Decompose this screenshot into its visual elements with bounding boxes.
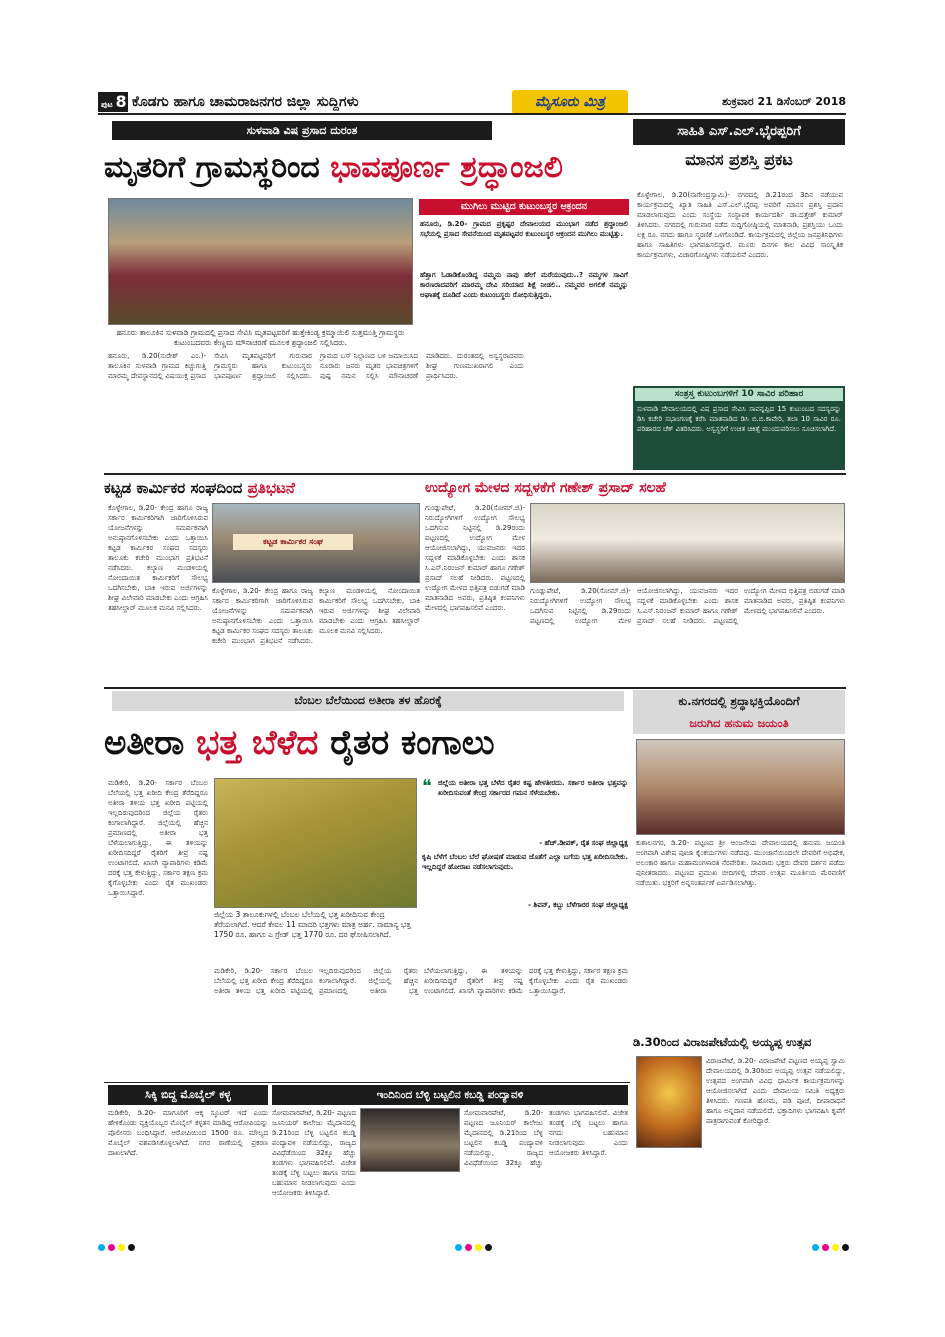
story1-sidebar-body: ಹೆತ್ತಾಗ ಓಡಾಡಿಕೊಂಡಿದ್ದ ನಮ್ಮನು ನಾವು ಹೇಗೆ ಮರೆಯುವುದು..? ನಮ್ಮಗಳ ಸಾವಿಗೆ ಕಾರಣರಾದವರಿಗೆ ಮಾರಮ್ಮ ದೇವಿ ಸರಿಯಾದ ಶಿಕ್ಷೆ ನೀಡಲಿ.. ನಮ್ಮವರ ಅಗಲಿಕೆ ನಮ್ಮನ್ನು ಆಘಾತಕ್ಕೆ ದೂಡಿದೆ ಎಂದು ಕುಟುಂಬಸ್ಥರು ರೋಧಿಸುತ್ತಿದ್ದರು. [420,271,628,299]
section-divider [104,473,846,475]
story3-headline [104,476,424,500]
story1-body: ಹನೂರು, ಡಿ.20(ಸುರೇಶ್ ಎಂ.)- ತಾಲೂಕಿನ ಸುಳವಾಡಿ ಗ್ರಾಮದ ಕಿಚ್ಚುಗುತ್ತಿ ಮಾರಮ್ಮ ದೇವಸ್ಥಾನದಲ್ಲಿ ವಿಷಯುಕ್ತ ಪ್ರಸಾದ ಸೇವಿಸಿ ಮೃತಪಟ್ಟವರಿಗೆ ಗುರುವಾರ ಗ್ರಾಮಸ್ಥರು ಹಾಗೂ ಕುಟುಂಬಸ್ಥರು ಭಾವಪೂರ್ಣ ಶ್ರದ್ಧಾಂಜಲಿ ಸಲ್ಲಿಸಿದರು. ಗ್ರಾಮದ ಬಸ್ ನಿಲ್ದಾಣದ ಬಳಿ ಜಮಾಯಿಸಿದ ನೂರಾರು ಜನರು ಮೃತರ ಭಾವಚಿತ್ರಗಳಿಗೆ ಪುಷ್ಪ ನಮನ ಸಲ್ಲಿಸಿ ಮೌನಾಚರಣೆ ಮಾಡಿದರು. ದುರಂತದಲ್ಲಿ ಅಸ್ವಸ್ಥರಾದವರು ಶೀಘ್ರ ಗುಣಮುಖರಾಗಲಿ ಎಂದು ಪ್ರಾರ್ಥಿಸಿದರು. [108,352,524,380]
story7-headline: ಡಿ.30ರಿಂದ ವಿರಾಜಪೇಟೆಯಲ್ಲಿ ಅಯ್ಯಪ್ಪ ಉತ್ಸವ [633,1035,812,1049]
registration-dot [128,1244,135,1251]
page-number-badge [98,92,128,112]
story1-headline-black: ಮೃತರಿಗೆ ಗ್ರಾಮಸ್ಥರಿಂದ [104,150,320,185]
story1-kicker: ಸುಳವಾಡಿ ವಿಷ ಪ್ರಸಾದ ದುರಂತ [112,121,492,140]
story3-banner: ಕಟ್ಟಡ ಕಾರ್ಮಿಕರ ಸಂಘ [233,534,353,550]
story5-headline-black1: ಅತೀರಾ [104,723,185,763]
registration-dot [465,1244,472,1251]
story5-quote2: ಕೃಷಿ ಬೆಳೆಗೆ ಬೆಂಬಲ ಬೆಲೆ ಘೋಷಣೆ ಮಾಡುವ ಜೊತೆಗೆ ಎಲ್ಲಾ ಬಗೆಯ ಭತ್ತ ಖರೀದಿಸಬೇಕು. ಇಲ್ಲದಿದ್ದರೆ ಹೋರಾಟ ನಡೆಸಲಾಗುವುದು. [422,853,628,871]
story7-photo [636,1056,702,1148]
story1-photo-caption: ಹನೂರು ತಾಲೂಕಿನ ಸುಳವಾಡಿ ಗ್ರಾಮದಲ್ಲಿ ಪ್ರಸಾದ ಸೇವಿಸಿ ಮೃತಪಟ್ಟವರಿಗೆ ಹುತ್ತೇಕಿಂಡ್ಯ ಕ್ರಮ್ಮಾಯಿಲಿ ಸುತ್ತಮುತ್ತಿ ಗ್ರಾಮಸ್ಥರು ಕುಟುಂಬದವರು ಕೇಣ್ಣಮ ಮೌನಾಚರಣೆ ಮೂಲಕ ಶ್ರದ್ಧಾಂಜಲಿ ಸಲ್ಲಿಸಿದರು. [116,328,405,347]
registration-dot [832,1244,839,1251]
registration-dot [485,1244,492,1251]
story2-box-body: ಸುಳವಾಡಿ ದೇವಾಲಯದಲ್ಲಿ ವಿಷ ಪ್ರಸಾದ ಸೇವಿಸಿ ಸಾವನ್ನಪ್ಪಿದ 15 ಕುಟುಂಬದ ಸದಸ್ಯರನ್ನು ಡಿಸಿ ಕಚೇರಿ ಸಭಾಂಗಣಕ್ಕೆ ಕರೆಸಿ ಮಾತನಾಡಿದ ಡಿಸಿ ಬಿ.ಬಿ.ಕಾವೇರಿ, ತಲಾ 10 ಸಾವಿರ ರೂ. ಪರಿಹಾರದ ಚೆಕ್ ವಿತರಿಸಿದರು. ಅಸ್ವಸ್ಥರಿಗೆ ಉಚಿತ ಚಿಕಿತ್ಸೆ ಮುಂದುವರಿಸಲು ಸೂಚಿಸಲಾಗಿದೆ. [637,405,841,433]
story5-quote1 [422,778,628,836]
story5-body-cont: ಮಡಿಕೇರಿ, ಡಿ.20- ಸರ್ಕಾರ ಬೆಂಬಲ ಬೆಲೆಯಲ್ಲಿ ಭತ್ತ ಖರೀದಿ ಕೇಂದ್ರ ತೆರೆದಿದ್ದರೂ ಅತೀರಾ ತಳಿಯ ಭತ್ತ ಖರೀದಿ ಪಟ್ಟಿಯಲ್ಲಿ ಇಲ್ಲದಿರುವುದರಿಂದ ಜಿಲ್ಲೆಯ ರೈತರು ಕಂಗಾಲಾಗಿದ್ದಾರೆ. ಜಿಲ್ಲೆಯಲ್ಲಿ ಹೆಚ್ಚಿನ ಪ್ರಮಾಣದಲ್ಲಿ ಅತೀರಾ ಭತ್ತ ಬೆಳೆಯಲಾಗುತ್ತಿದ್ದು, ಈ ತಳಿಯನ್ನು ಖರೀದಿಸದಿದ್ದರೆ ರೈತರಿಗೆ ತೀವ್ರ ನಷ್ಟ ಉಂಟಾಗಲಿದೆ. ಖಾಸಗಿ ವ್ಯಾಪಾರಿಗಳು ಕಡಿಮೆ ದರಕ್ಕೆ ಭತ್ತ ಕೇಳುತ್ತಿದ್ದು, ಸರ್ಕಾರ ತಕ್ಷಣ ಕ್ರಮ ಕೈಗೊಳ್ಳಬೇಕು ಎಂದು ರೈತ ಮುಖಂಡರು ಒತ್ತಾಯಿಸಿದ್ದಾರೆ. [214,967,628,995]
issue-date: ಶುಕ್ರವಾರ 21 ಡಿಸೆಂಬರ್ 2018 [721,95,846,108]
story3-body-cont: ಕೊಳ್ಳೇಗಾಲ, ಡಿ.20- ಕೇಂದ್ರ ಹಾಗೂ ರಾಜ್ಯ ಸರ್ಕಾರ ಕಾರ್ಮಿಕರಿಗಾಗಿ ಜಾರಿಗೊಳಿಸಿರುವ ಯೋಜನೆಗಳನ್ನು ಸಮರ್ಪಕವಾಗಿ ಅನುಷ್ಠಾನಗೊಳಿಸಬೇಕು ಎಂದು ಒತ್ತಾಯಿಸಿ ಕಟ್ಟಡ ಕಾರ್ಮಿಕರ ಸಂಘದ ಸದಸ್ಯರು ತಾಲೂಕು ಕಚೇರಿ ಮುಂಭಾಗ ಪ್ರತಿಭಟನೆ ನಡೆಸಿದರು. ಕಲ್ಯಾಣ ಮಂಡಳಿಯಲ್ಲಿ ನೋಂದಾಯಿತ ಕಾರ್ಮಿಕರಿಗೆ ಸೌಲಭ್ಯ ಒದಗಿಸಬೇಕು, ಬಾಕಿ ಇರುವ ಅರ್ಜಿಗಳನ್ನು ಶೀಘ್ರ ವಿಲೇವಾರಿ ಮಾಡಬೇಕು ಎಂದು ಆಗ್ರಹಿಸಿ ತಹಸೀಲ್ದಾರ್ ಮೂಲಕ ಮನವಿ ಸಲ್ಲಿಸಿದರು. [212,587,420,645]
section-divider-3 [104,1082,630,1083]
story4-headline: ಉದ್ಯೋಗ ಮೇಳದ ಸದ್ಬಳಕೆಗೆ ಗಣೇಶ್ ಪ್ರಸಾದ್ ಸಲಹೆ [425,480,666,496]
registration-dot [98,1244,105,1251]
story6-photo [636,739,845,835]
registration-dot [108,1244,115,1251]
story3-photo [212,503,420,583]
story2-box-title: ಸಂತ್ರಸ್ತ ಕುಟುಂಬಗಳಿಗೆ 10 ಸಾವಿರ ಪರಿಹಾರ [635,388,843,401]
story6-body: ಕುಶಾಲನಗರ, ಡಿ.20- ಪಟ್ಟಣದ ಶ್ರೀ ಆಂಜನೇಯ ದೇವಾಲಯದಲ್ಲಿ ಹನುಮ ಜಯಂತಿ ಅಂಗವಾಗಿ ವಿಶೇಷ ಪೂಜಾ ಕೈಂಕರ್ಯಗಳು ನಡೆದವು. ಮುಂಜಾನೆಯಿಂದಲೇ ದೇವರಿಗೆ ಅಭಿಷೇಕ, ಅಲಂಕಾರ ಹಾಗೂ ಮಹಾಮಂಗಳಾರತಿ ನೆರವೇರಿತು. ಸಾವಿರಾರು ಭಕ್ತರು ದೇವರ ದರ್ಶನ ಪಡೆದು ಪುನೀತರಾದರು. ಪಟ್ಟಣದ ಪ್ರಮುಖ ಬೀದಿಗಳಲ್ಲಿ ದೇವರ ಉತ್ಸವ ಮೂರ್ತಿಯ ಮೆರವಣಿಗೆ ನಡೆಯಿತು. ಭಕ್ತರಿಗೆ ಅನ್ನಸಂತರ್ಪಣೆ ಏರ್ಪಡಿಸಲಾಗಿತ್ತು. [636,839,845,887]
story5-headline-red: ಭತ್ತ ಬೆಳೆದ [196,723,319,763]
story3-body: ಕೊಳ್ಳೇಗಾಲ, ಡಿ.20- ಕೇಂದ್ರ ಹಾಗೂ ರಾಜ್ಯ ಸರ್ಕಾರ ಕಾರ್ಮಿಕರಿಗಾಗಿ ಜಾರಿಗೊಳಿಸಿರುವ ಯೋಜನೆಗಳನ್ನು ಸಮರ್ಪಕವಾಗಿ ಅನುಷ್ಠಾನಗೊಳಿಸಬೇಕು ಎಂದು ಒತ್ತಾಯಿಸಿ ಕಟ್ಟಡ ಕಾರ್ಮಿಕರ ಸಂಘದ ಸದಸ್ಯರು ತಾಲೂಕು ಕಚೇರಿ ಮುಂಭಾಗ ಪ್ರತಿಭಟನೆ ನಡೆಸಿದರು. ಕಲ್ಯಾಣ ಮಂಡಳಿಯಲ್ಲಿ ನೋಂದಾಯಿತ ಕಾರ್ಮಿಕರಿಗೆ ಸೌಲಭ್ಯ ಒದಗಿಸಬೇಕು, ಬಾಕಿ ಇರುವ ಅರ್ಜಿಗಳನ್ನು ಶೀಘ್ರ ವಿಲೇವಾರಿ ಮಾಡಬೇಕು ಎಂದು ಆಗ್ರಹಿಸಿ ತಹಸೀಲ್ದಾರ್ ಮೂಲಕ ಮನವಿ ಸಲ್ಲಿಸಿದರು. [108,504,208,612]
story3-headline-black: ಕಟ್ಟಡ ಕಾರ್ಮಿಕರ ಸಂಘದಿಂದ [104,479,243,497]
story2-headline [633,119,845,183]
story2-body: ಕೊಳ್ಳೇಗಾಲ, ಡಿ.20(ನಾಗೇಂದ್ರಸ್ವಾಮಿ)- ನಗರದಲ್ಲಿ ಡಿ.21ರಂದ 3ದಿನ ನಡೆಯುವ ಕಾರ್ಯಕ್ರಮದಲ್ಲಿ ಖ್ಯಾತ ಸಾಹಿತಿ ಎಸ್.ಎಲ್.ಭೈರಪ್ಪ ಅವರಿಗೆ ಮಾನಸ ಪ್ರಶಸ್ತಿ ಪ್ರದಾನ ಮಾಡಲಾಗುವುದು ಎಂದು ಸಂಸ್ಥೆಯ ಸಂಸ್ಥಾಪಕ ಕಾರ್ಯದರ್ಶಿ ಡಾ.ದತ್ತೇಶ್ ಕುಮಾರ್ ತಿಳಿಸಿದರು. ನಗರದಲ್ಲಿ ಗುರುವಾರ ನಡೆದ ಸುದ್ದಿಗೋಷ್ಠಿಯಲ್ಲಿ ಮಾತನಾಡಿ, ಪ್ರಶಸ್ತಿಯು ಒಂದು ಲಕ್ಷ ರೂ. ನಗದು ಹಾಗೂ ಸ್ಮರಣಿಕೆ ಒಳಗೊಂಡಿದೆ. ಕಾರ್ಯಕ್ರಮದಲ್ಲಿ ಜಿಲ್ಲೆಯ ಜನಪ್ರತಿನಿಧಿಗಳು ಹಾಗೂ ಸಾಹಿತಿಗಳು ಭಾಗವಹಿಸಲಿದ್ದಾರೆ. ಮೂರು ದಿನಗಳ ಕಾಲ ವಿವಿಧ ಸಾಂಸ್ಕೃತಿಕ ಕಾರ್ಯಕ್ರಮಗಳು, ವಿಚಾರಗೋಷ್ಠಿಗಳು ನಡೆಯಲಿವೆ ಎಂದರು. [637,191,843,259]
story8-body: ಮಡಿಕೇರಿ, ಡಿ.20- ಮಾಗೂರಿಗೆ ಆಕ್ಕ ಸ್ಕೂಟರ್ ಇದೆ ಎಂದು ಹೇಳಿಕೊಂಡು ವ್ಯಕ್ತಿಯೊಬ್ಬರ ಮೊಬೈಲ್ ಕಳ್ಳತನ ಮಾಡಿದ್ದ ಆರೋಪಿಯನ್ನು ಪೊಲೀಸರು ಬಂಧಿಸಿದ್ದಾರೆ. ಆರೋಪಿಯಿಂದ 1500 ರೂ. ಮೌಲ್ಯದ ಮೊಬೈಲ್ ವಶಪಡಿಸಿಕೊಳ್ಳಲಾಗಿದೆ. ನಗರ ಠಾಣೆಯಲ್ಲಿ ಪ್ರಕರಣ ದಾಖಲಾಗಿದೆ. [108,1109,268,1157]
story1-headline-red: ಭಾವಪೂರ್ಣ ಶ್ರದ್ಧಾಂಜಲಿ [330,150,563,185]
registration-dot [455,1244,462,1251]
story1-headline [104,142,626,194]
story3-headline-red: ಪ್ರತಿಭಟನೆ [247,479,295,497]
registration-dot [822,1244,829,1251]
story2-headline-line2: ಮಾನಸ ಪ್ರಶಸ್ತಿ ಪ್ರಕಟ [685,150,793,169]
story5-kicker: ಬೆಂಬಲ ಬೆಲೆಯಿಂದ ಅತೀರಾ ತಳ ಹೊರಕ್ಕೆ [112,691,624,711]
registration-dot [118,1244,125,1251]
story9-photo [360,1108,460,1172]
section-divider-2 [104,687,846,689]
registration-dot [842,1244,849,1251]
story2-headline-line1: ಸಾಹಿತಿ ಎಸ್.ಎಲ್.ಭೈರಪ್ಪರಿಗೆ [633,119,845,145]
story5-quote2-by: - ಶಿವನ್, ಕಬ್ಬು ಬೆಳೆಗಾರರ ಸಂಘ ಜಿಲ್ಲಾಧ್ಯಕ್ಷ [528,901,628,909]
story4-body: ಗುಂಡ್ಲುಪೇಟೆ, ಡಿ.20(ಸೋಮ್.ಜಿ)- ನಿರುದ್ಯೋಗಿಗಳಿಗೆ ಉದ್ಯೋಗ ಸೌಲಭ್ಯ ಒದಗಿಸುವ ನಿಟ್ಟಿನಲ್ಲಿ ಡಿ.29ರಂದು ಪಟ್ಟಣದಲ್ಲಿ ಉದ್ಯೋಗ ಮೇಳ ಆಯೋಜಿಸಲಾಗಿದ್ದು, ಯುವಜನರು ಇದರ ಸದ್ಬಳಕೆ ಮಾಡಿಕೊಳ್ಳಬೇಕು ಎಂದು ಶಾಸಕ ಸಿ.ಎಸ್.ನಿರಂಜನ್ ಕುಮಾರ್ ಹಾಗೂ ಗಣೇಶ್ ಪ್ರಸಾದ್ ಸಲಹೆ ನೀಡಿದರು. ಪಟ್ಟಣದಲ್ಲಿ ಉದ್ಯೋಗ ಮೇಳದ ಭಿತ್ತಿಪತ್ರ ಬಿಡುಗಡೆ ಮಾಡಿ ಮಾತನಾಡಿದ ಅವರು, ಪ್ರತಿಷ್ಠಿತ ಕಂಪನಿಗಳು ಮೇಳದಲ್ಲಿ ಭಾಗವಹಿಸಲಿವೆ ಎಂದರು. [425,504,525,612]
story5-quote1-by: - ಹೆಚ್.ಡೀಪಕ್, ರೈತ ಸಂಘ ಜಿಲ್ಲಾಧ್ಯಕ್ಷ [539,839,628,847]
story1-sidebar-lead: ಹನೂರು, ಡಿ.20- ಗ್ರಾಮದ ಪ್ರಕೃಷ್ಟರ ದೇವಾಲಯದ ಮುಂಭಾಗ ನಡೆದ ಶ್ರದ್ಧಾಂಜಲಿ ಸಭೆಯಲ್ಲಿ ಪ್ರಸಾದ ಸೇವನೆಯಿಂದ ಮೃತಪಟ್ಟವರ ಕುಟುಂಬಸ್ಥರ ಆಕ್ರಂದನ ಮುಗಿಲು ಮುಟ್ಟಿತ್ತು. [420,220,628,238]
story5-quote1-text: ಜಿಲ್ಲೆಯ ಅತೀರಾ ಭತ್ತ ಬೆಳೆದ ರೈತರ ಕಷ್ಟ ಹೇಳತೀರದು. ಸರ್ಕಾರ ಅತೀರಾ ಭತ್ತವನ್ನು ಖರೀದಿಸುವಂತೆ ಕೇಂದ್ರ ಸರ್ಕಾರದ ಗಮನ ಸೆಳೆಯಬೇಕು. [438,779,628,797]
story2-relief-box [633,386,845,470]
page-label: ಪುಟ [101,100,113,109]
story5-body: ಮಡಿಕೇರಿ, ಡಿ.20- ಸರ್ಕಾರ ಬೆಂಬಲ ಬೆಲೆಯಲ್ಲಿ ಭತ್ತ ಖರೀದಿ ಕೇಂದ್ರ ತೆರೆದಿದ್ದರೂ ಅತೀರಾ ತಳಿಯ ಭತ್ತ ಖರೀದಿ ಪಟ್ಟಿಯಲ್ಲಿ ಇಲ್ಲದಿರುವುದರಿಂದ ಜಿಲ್ಲೆಯ ರೈತರು ಕಂಗಾಲಾಗಿದ್ದಾರೆ. ಜಿಲ್ಲೆಯಲ್ಲಿ ಹೆಚ್ಚಿನ ಪ್ರಮಾಣದಲ್ಲಿ ಅತೀರಾ ಭತ್ತ ಬೆಳೆಯಲಾಗುತ್ತಿದ್ದು, ಈ ತಳಿಯನ್ನು ಖರೀದಿಸದಿದ್ದರೆ ರೈತರಿಗೆ ತೀವ್ರ ನಷ್ಟ ಉಂಟಾಗಲಿದೆ. ಖಾಸಗಿ ವ್ಯಾಪಾರಿಗಳು ಕಡಿಮೆ ದರಕ್ಕೆ ಭತ್ತ ಕೇಳುತ್ತಿದ್ದು, ಸರ್ಕಾರ ತಕ್ಷಣ ಕ್ರಮ ಕೈಗೊಳ್ಳಬೇಕು ಎಂದು ರೈತ ಮುಖಂಡರು ಒತ್ತಾಯಿಸಿದ್ದಾರೆ. [108,779,208,897]
story1-sidebar-title: ಮುಗಿಲು ಮುಟ್ಟಿದ ಕುಟುಂಬಸ್ಥರ ಆಕ್ರಂದನ [419,199,629,215]
story4-body-cont: ಗುಂಡ್ಲುಪೇಟೆ, ಡಿ.20(ಸೋಮ್.ಜಿ)- ನಿರುದ್ಯೋಗಿಗಳಿಗೆ ಉದ್ಯೋಗ ಸೌಲಭ್ಯ ಒದಗಿಸುವ ನಿಟ್ಟಿನಲ್ಲಿ ಡಿ.29ರಂದು ಪಟ್ಟಣದಲ್ಲಿ ಉದ್ಯೋಗ ಮೇಳ ಆಯೋಜಿಸಲಾಗಿದ್ದು, ಯುವಜನರು ಇದರ ಸದ್ಬಳಕೆ ಮಾಡಿಕೊಳ್ಳಬೇಕು ಎಂದು ಶಾಸಕ ಸಿ.ಎಸ್.ನಿರಂಜನ್ ಕುಮಾರ್ ಹಾಗೂ ಗಣೇಶ್ ಪ್ರಸಾದ್ ಸಲಹೆ ನೀಡಿದರು. ಪಟ್ಟಣದಲ್ಲಿ ಉದ್ಯೋಗ ಮೇಳದ ಭಿತ್ತಿಪತ್ರ ಬಿಡುಗಡೆ ಮಾಡಿ ಮಾತನಾಡಿದ ಅವರು, ಪ್ರತಿಷ್ಠಿತ ಕಂಪನಿಗಳು ಮೇಳದಲ್ಲಿ ಭಾಗವಹಿಸಲಿವೆ ಎಂದರು. [530,587,845,625]
story5-headline-black2: ರೈತರ ಕಂಗಾಲು [330,723,495,763]
story9-body-cont: ಸೋಮವಾರಪೇಟೆ, ಡಿ.20- ಪಟ್ಟಣದ ಜೂನಿಯರ್ ಕಾಲೇಜು ಮೈದಾನದಲ್ಲಿ ಡಿ.21ರಿಂದ ಬೆಳ್ಳಿ ಬಟ್ಟಲಿನ ಕಬಡ್ಡಿ ಪಂದ್ಯಾವಳಿ ನಡೆಯಲಿದ್ದು, ರಾಜ್ಯದ ವಿವಿಧೆಡೆಯಿಂದ 32ಕ್ಕೂ ಹೆಚ್ಚು ತಂಡಗಳು ಭಾಗವಹಿಸಲಿವೆ. ವಿಜೇತ ತಂಡಕ್ಕೆ ಬೆಳ್ಳಿ ಬಟ್ಟಲು ಹಾಗೂ ನಗದು ಬಹುಮಾನ ನೀಡಲಾಗುವುದು ಎಂದು ಆಯೋಜಕರು ತಿಳಿಸಿದ್ದಾರೆ. [464,1109,628,1167]
story5-headline [104,713,628,773]
story5-photo-caption: ಜಿಲ್ಲೆಯ 3 ತಾಲೂಕುಗಳಲ್ಲಿ ಬೆಂಬಲ ಬೆಲೆಯಲ್ಲಿ ಭತ್ತ ಖರೀದಿಸುವ ಕೇಂದ್ರ ತೆರೆಯಲಾಗಿದೆ. ಆದರೆ ಕೇವಲ 11 ಮಾದರಿ ಭತ್ತಗಳು ಮಾತ್ರ ಅರ್ಹ. ಸಾಮಾನ್ಯ ಭತ್ತ 1750 ರೂ. ಹಾಗೂ ಎ ಗ್ರೇಡ್ ಭತ್ತ 1770 ರೂ. ದರ ಘೋಷಿಸಲಾಗಿದೆ. [214,910,411,939]
quote-mark-icon: ❝ [422,778,432,792]
story6-headline-line1: ಕು.ನಗರದಲ್ಲಿ ಶ್ರದ್ಧಾಭಕ್ತಿಯೊಂದಿಗೆ [678,694,800,708]
story6-headline-line2: ಜರುಗಿದ ಹನುಮ ಜಯಂತಿ [689,716,789,730]
story5-photo [214,778,417,908]
story9-headline: ಇಂದಿನಿಂದ ಬೆಳ್ಳಿ ಬಟ್ಟಲಿನ ಕಬಡ್ಡಿ ಪಂದ್ಯಾವಳಿ [272,1085,628,1105]
story1-photo [108,198,413,325]
registration-dot [475,1244,482,1251]
story7-body: ವಿರಾಜಪೇಟೆ, ಡಿ.20- ವಿರಾಜಪೇಟೆ ಪಟ್ಟಣದ ಅಯ್ಯಪ್ಪ ಸ್ವಾಮಿ ದೇವಾಲಯದಲ್ಲಿ ಡಿ.30ರಿಂದ ಅಯ್ಯಪ್ಪ ಉತ್ಸವ ನಡೆಯಲಿದ್ದು, ಉತ್ಸವದ ಅಂಗವಾಗಿ ವಿವಿಧ ಧಾರ್ಮಿಕ ಕಾರ್ಯಕ್ರಮಗಳನ್ನು ಆಯೋಜಿಸಲಾಗಿದೆ ಎಂದು ದೇವಾಲಯ ಸಮಿತಿ ಅಧ್ಯಕ್ಷರು ತಿಳಿಸಿದರು. ಗಣಪತಿ ಹೋಮ, ಪಡಿ ಪೂಜೆ, ದೀಪಾರಾಧನೆ ಹಾಗೂ ಅನ್ನದಾನ ನಡೆಯಲಿದೆ. ಭಕ್ತಾದಿಗಳು ಭಾಗವಹಿಸಿ ಕೃಪೆಗೆ ಪಾತ್ರರಾಗುವಂತೆ ಕೋರಿದ್ದಾರೆ. [706,1057,845,1125]
registration-dot [812,1244,819,1251]
page-number: 8 [115,92,127,111]
paper-name-logo: ಮೈಸೂರು ಮಿತ್ರ [512,90,628,114]
section-title: ಕೊಡಗು ಹಾಗೂ ಚಾಮರಾಜನಗರ ಜಿಲ್ಲಾ ಸುದ್ದಿಗಳು [132,94,359,110]
story4-photo [530,503,845,583]
masthead [98,89,846,115]
story6-headline [633,690,845,734]
story8-headline: ಸಿಕ್ಕಿ ಬಿದ್ದ ಮೊಬೈಲ್ ಕಳ್ಳ [108,1085,268,1105]
story9-body: ಸೋಮವಾರಪೇಟೆ, ಡಿ.20- ಪಟ್ಟಣದ ಜೂನಿಯರ್ ಕಾಲೇಜು ಮೈದಾನದಲ್ಲಿ ಡಿ.21ರಿಂದ ಬೆಳ್ಳಿ ಬಟ್ಟಲಿನ ಕಬಡ್ಡಿ ಪಂದ್ಯಾವಳಿ ನಡೆಯಲಿದ್ದು, ರಾಜ್ಯದ ವಿವಿಧೆಡೆಯಿಂದ 32ಕ್ಕೂ ಹೆಚ್ಚು ತಂಡಗಳು ಭಾಗವಹಿಸಲಿವೆ. ವಿಜೇತ ತಂಡಕ್ಕೆ ಬೆಳ್ಳಿ ಬಟ್ಟಲು ಹಾಗೂ ನಗದು ಬಹುಮಾನ ನೀಡಲಾಗುವುದು ಎಂದು ಆಯೋಜಕರು ತಿಳಿಸಿದ್ದಾರೆ. [272,1109,356,1197]
